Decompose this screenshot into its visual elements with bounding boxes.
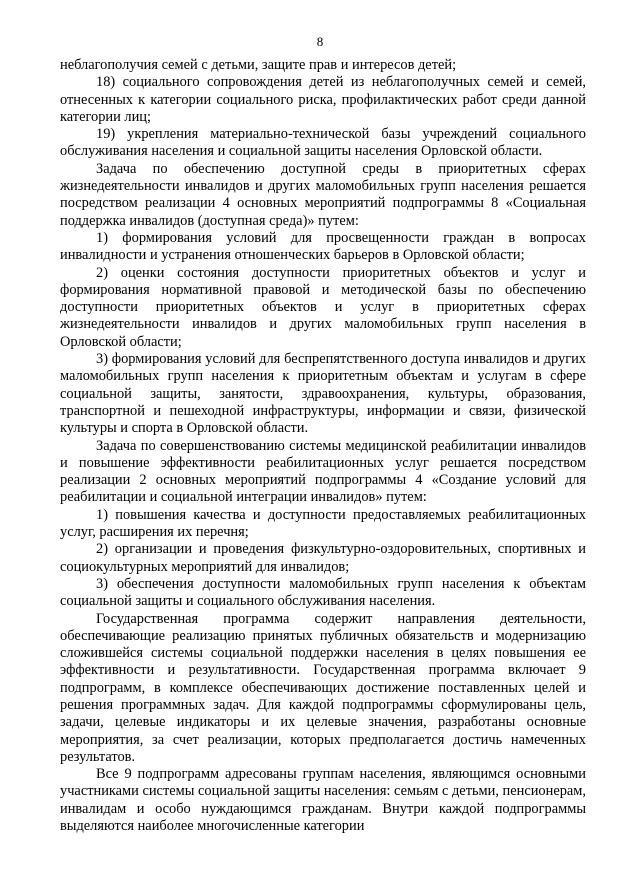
- paragraph: 2) организации и проведения физкультурно-оздоровительных, спортивных и социокультурных мероприятий для инвалидов;: [60, 541, 586, 575]
- paragraph: 1) повышения качества и доступности предоставляемых реабилитационных услуг, расширения их перечня;: [60, 506, 586, 541]
- paragraph: Все 9 подпрограмм адресованы группам населения, являющимся основными участниками системы социальной защиты населения: семьям с детьми, пенсионерам, инвалидам и особо нуждающимся гражданам. Внутри каждой подпрограммы выделяются наиболее многочисленные категории: [60, 766, 587, 835]
- paragraph: Задача по совершенствованию системы медицинской реабилитации инвалидов и повышение эффективности реабилитационных услуг решается посредством реализации 2 основных мероприятий подпрограммы 4 «Создание условий для реабилитации и социальной интеграции инвалидов» путем:: [60, 437, 586, 506]
- paragraph: 3) обеспечения доступности маломобильных групп населения к объектам социальной защиты и социального обслуживания населения.: [60, 575, 586, 610]
- paragraph: 18) социального сопровождения детей из неблагополучных семей и семей, отнесенных к категории социального риска, профилактических работ среди данной категории лиц;: [60, 74, 586, 125]
- page-number: 8: [316, 34, 324, 49]
- paragraph: 19) укрепления материально-технической базы учреждений социального обслуживания населения и социальной защиты населения Орловской области.: [60, 126, 586, 160]
- paragraph: неблагополучия семей с детьми, защите прав и интересов детей;: [60, 57, 457, 73]
- paragraph: 2) оценки состояния доступности приоритетных объектов и услуг и формирования нормативной правовой и методической базы по обеспечению доступности приоритетных объектов и услуг в приоритетных сферах жизнедеятельности инвалидов и других маломобильных групп населения в Орловской области;: [60, 264, 586, 350]
- paragraph: Государственная программа содержит направления деятельности, обеспечивающие реализацию принятых публичных обязательств и модернизацию сложившейся системы социальной поддержки населения в целях повышения ее эффективности и результативности. Государственная программа включает 9 подпрограмм, в комплексе обеспечивающих достижение поставленных целей и решения программных задач. Для каждой подпрограммы сформулированы цель, задачи, целевые индикаторы и их целевые значения, разработаны основные мероприятия, за счет реализации, которых предполагается достичь намеченных результатов.: [60, 610, 586, 765]
- paragraph: Задача по обеспечению доступной среды в приоритетных сферах жизнедеятельности инвалидов и других маломобильных групп населения решается посредством реализации 4 основных мероприятий подпрограммы 8 «Социальная поддержка инвалидов (доступная среда)» путем:: [60, 160, 586, 229]
- paragraph: 3) формирования условий для беспрепятственного доступа инвалидов и других маломобильных групп населения к приоритетным объектам и услугам в сфере социальной защиты, занятости, здравоохранения, культуры, образования, транспортной и пешеходной инфраструктуры, информации и связи, физической культуры и спорта в Орловской области.: [60, 351, 586, 437]
- paragraph: 1) формирования условий для просвещенности граждан в вопросах инвалидности и устранения отношенческих барьеров в Орловской области;: [60, 229, 586, 264]
- document-body: [60, 57, 586, 835]
